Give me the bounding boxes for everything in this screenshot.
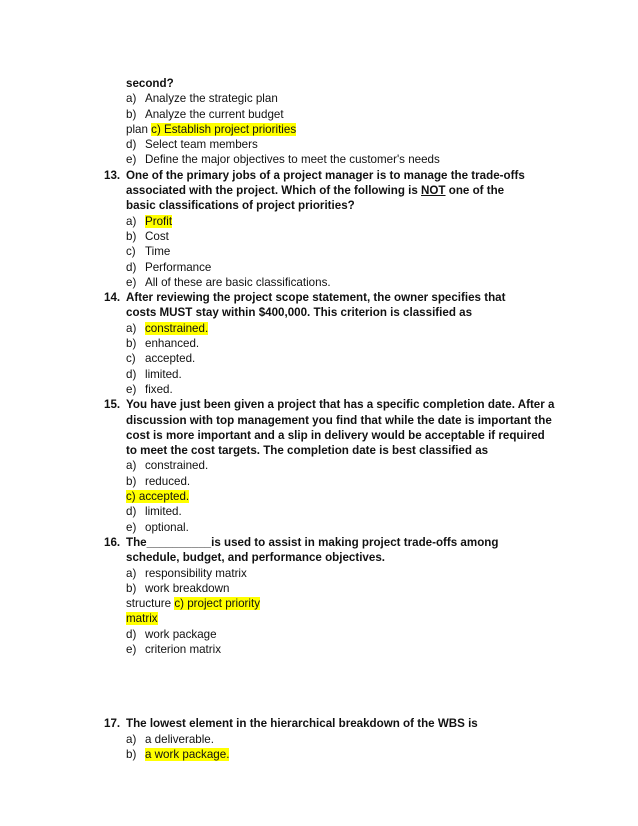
option-c-answer: plan c) Establish project priorities <box>126 122 297 136</box>
option-b: b) Cost <box>126 229 169 243</box>
question-15-line-3: cost is more important and a slip in delivery would be acceptable if required <box>126 428 545 442</box>
option-b-answer: b) a work package. <box>126 747 230 761</box>
question-13-line-2: associated with the project. Which of the following is NOT one of the <box>126 184 505 198</box>
question-15-line-1: 15. You have just been given a project that has a specific completion date. After a <box>104 398 555 412</box>
question-number: 17. <box>104 717 121 731</box>
option-b: b) enhanced. <box>126 337 200 351</box>
option-b: b) work breakdown <box>126 581 230 595</box>
emphasis-not: NOT <box>421 184 446 198</box>
option-b: b) Analyze the current budget <box>126 107 284 121</box>
question-15-line-4: to meet the cost targets. The completion date is best classified as <box>126 444 489 458</box>
option-d: d) Select team members <box>126 138 258 152</box>
page-gap <box>104 657 544 716</box>
option-e: e) All of these are basic classifications. <box>126 275 331 289</box>
option-d: d) Performance <box>126 260 212 274</box>
question-number: 13. <box>104 168 121 182</box>
option-d: d) limited. <box>126 367 182 381</box>
question-16-line-2: schedule, budget, and performance objectives. <box>126 551 385 565</box>
fill-in-blank: __________ <box>146 535 212 549</box>
option-e: e) optional. <box>126 520 189 534</box>
question-number: 16. <box>104 535 121 549</box>
question-15-line-2: discussion with top management you find that while the date is important the <box>126 413 552 427</box>
option-e: e) fixed. <box>126 382 173 396</box>
option-d: d) limited. <box>126 505 182 519</box>
option-c: c) accepted. <box>126 352 196 366</box>
question-13-line-3: basic classifications of project priorities? <box>126 199 355 213</box>
option-a: a) constrained. <box>126 459 209 473</box>
question-14-line-2: costs MUST stay within $400,000. This criterion is classified as <box>126 306 473 320</box>
option-c-answer: structure c) project priority <box>126 597 261 611</box>
option-a: a) Analyze the strategic plan <box>126 92 278 106</box>
option-a: a) a deliverable. <box>126 732 214 746</box>
answer-highlight: constrained. <box>145 321 209 335</box>
answer-highlight: c) Establish project priorities <box>151 122 297 136</box>
answer-highlight: matrix <box>126 612 158 626</box>
answer-highlight: c) accepted. <box>126 490 190 504</box>
answer-highlight: Profit <box>145 214 173 228</box>
question-13-line-1: 13. One of the primary jobs of a project manager is to manage the trade-offs <box>104 168 525 182</box>
option-b: b) reduced. <box>126 474 191 488</box>
question-16-line-1: 16. The__________is used to assist in making project trade-offs among <box>104 535 499 549</box>
question-17-line-1: 17. The lowest element in the hierarchical breakdown of the WBS is <box>104 717 478 731</box>
question-number: 14. <box>104 291 121 305</box>
option-c: c) Time <box>126 245 171 259</box>
option-c-answer-continued <box>104 611 544 626</box>
answer-highlight: a work package. <box>145 747 230 761</box>
question-14-line-1: 14. After reviewing the project scope statement, the owner specifies that <box>104 291 506 305</box>
option-a: a) responsibility matrix <box>126 566 247 580</box>
option-a-answer: a) Profit <box>126 214 173 228</box>
question-number: 15. <box>104 398 121 412</box>
question-stem-continued: second? <box>126 77 174 90</box>
option-e: e) Define the major objectives to meet the customer's needs <box>126 153 440 167</box>
answer-highlight: c) project priority <box>174 597 261 611</box>
option-c-answer <box>104 489 544 504</box>
option-e: e) criterion matrix <box>126 642 222 656</box>
question-list <box>104 76 555 762</box>
option-a-answer: a) constrained. <box>126 321 209 335</box>
option-d: d) work package <box>126 627 217 641</box>
